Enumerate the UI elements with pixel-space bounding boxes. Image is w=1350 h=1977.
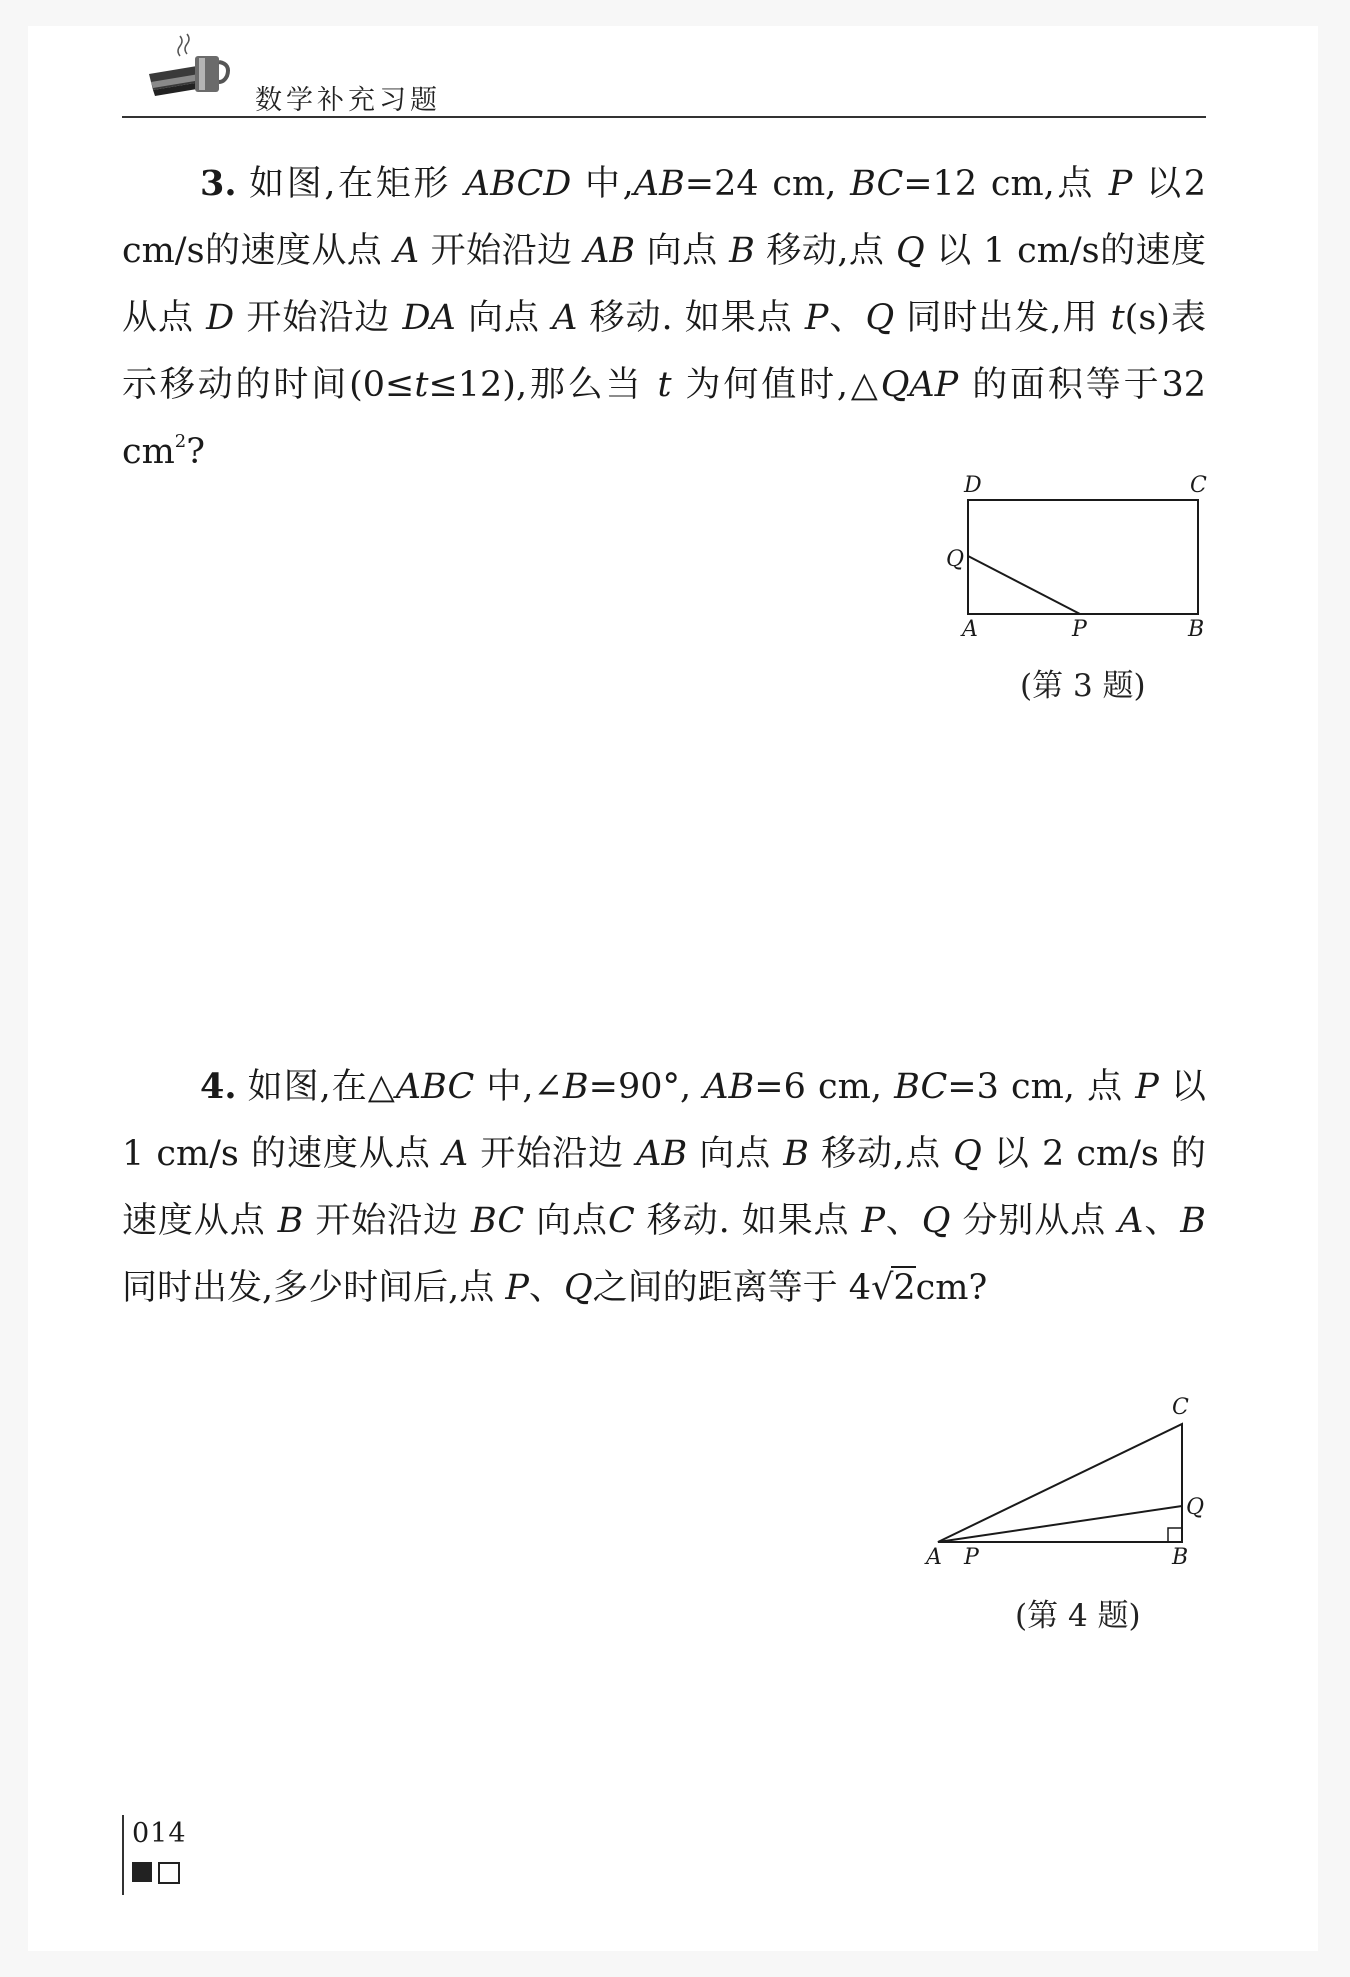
label-P: P xyxy=(1072,617,1087,642)
text-segment: BC xyxy=(850,164,904,204)
figure-3-rectangle xyxy=(930,470,1210,645)
book-cup-logo-icon xyxy=(145,30,235,102)
text-segment: 、 xyxy=(828,298,866,338)
text-segment: 移动,点 xyxy=(754,231,896,271)
text-segment: Q xyxy=(865,298,895,338)
text-segment: 开始沿边 xyxy=(419,231,585,271)
text-segment: A xyxy=(1118,1201,1144,1241)
text-segment: 开始沿边 xyxy=(234,298,403,338)
text-segment: t xyxy=(414,365,429,405)
text-segment: ? xyxy=(186,432,206,472)
text-segment: ≤12),那么当 xyxy=(428,365,658,405)
page-number: 014 xyxy=(132,1818,187,1849)
text-segment: 2 xyxy=(893,1268,916,1308)
text-segment: 中, xyxy=(571,164,634,204)
text-segment: 、 xyxy=(1143,1201,1181,1241)
text-segment: 开始沿边 xyxy=(303,1201,471,1241)
header-divider xyxy=(122,116,1206,118)
text-segment: =24 cm, xyxy=(684,164,851,204)
problem-3-number: 3. xyxy=(200,163,237,204)
text-segment: AB xyxy=(636,1134,688,1174)
text-segment: 向点 xyxy=(635,231,730,271)
text-segment: B xyxy=(783,1134,809,1174)
label-D: D xyxy=(964,473,982,498)
segment-QP xyxy=(968,556,1080,614)
text-segment: cm? xyxy=(915,1268,988,1308)
text-segment: BC xyxy=(894,1067,948,1107)
text-segment: 以2 cm/s的速度从点 xyxy=(122,164,1206,271)
text-segment: 同时出发,用 xyxy=(894,298,1111,338)
text-segment: 向点 xyxy=(524,1201,608,1241)
label-A: A xyxy=(926,1545,942,1570)
text-segment: BC xyxy=(470,1201,525,1241)
figure-3-caption: (第 3 题) xyxy=(1020,668,1146,704)
text-segment: 2 xyxy=(174,431,187,452)
text-segment: P xyxy=(861,1201,885,1241)
text-segment: =3 cm, 点 xyxy=(947,1067,1136,1107)
text-segment: Q xyxy=(921,1201,951,1241)
text-segment: 如图,在△ xyxy=(246,1067,396,1107)
text-segment: 移动. 如果点 xyxy=(577,298,805,338)
text-segment: A xyxy=(393,231,420,271)
text-segment: 以 1 cm/s 的速度从点 xyxy=(122,1067,1207,1174)
text-segment: QAP xyxy=(880,365,959,405)
text-segment: DA xyxy=(402,298,456,338)
text-segment: P xyxy=(1135,1067,1159,1107)
text-segment: 如图,在矩形 xyxy=(246,164,465,204)
text-segment: t xyxy=(657,365,672,405)
text-segment: 向点 xyxy=(687,1134,784,1174)
text-segment: AB xyxy=(703,1067,755,1107)
header-title: 数学补充习题 xyxy=(255,85,441,116)
label-B: B xyxy=(1188,617,1205,642)
text-segment: 开始沿边 xyxy=(468,1134,637,1174)
problem-4-text xyxy=(122,1053,1206,1322)
filled-square-icon xyxy=(132,1862,152,1882)
text-segment: P xyxy=(1108,164,1133,204)
figure-4-caption: (第 4 题) xyxy=(1015,1598,1141,1634)
text-segment: B xyxy=(562,1067,589,1107)
label-C: C xyxy=(1172,1395,1189,1420)
problem-4-body xyxy=(122,1067,1206,1308)
label-C: C xyxy=(1190,473,1207,498)
text-segment: 移动. 如果点 xyxy=(634,1201,862,1241)
text-segment: P xyxy=(804,298,829,338)
empty-square-icon xyxy=(158,1862,180,1884)
text-segment: 分别从点 xyxy=(950,1201,1119,1241)
text-segment: =12 cm,点 xyxy=(903,164,1109,204)
figure-4-triangle xyxy=(920,1392,1220,1572)
text-segment: 、 xyxy=(885,1201,922,1241)
text-segment: (s)表示移动的时间(0≤ xyxy=(122,298,1206,405)
problem-3-body xyxy=(122,164,1206,472)
text-segment: t xyxy=(1110,298,1125,338)
label-A: A xyxy=(962,617,978,642)
text-segment: 以 1 cm/s的速度从点 xyxy=(122,231,1206,338)
text-segment: =6 cm, xyxy=(754,1067,895,1107)
text-segment: P xyxy=(505,1268,529,1308)
text-segment: C xyxy=(607,1201,635,1241)
text-segment: 同时出发,多少时间后,点 xyxy=(122,1268,506,1308)
text-segment: 的面积等于32 cm xyxy=(122,365,1206,472)
rectangle-ABCD xyxy=(968,500,1198,614)
text-segment: Q xyxy=(563,1268,593,1308)
label-P: P xyxy=(964,1545,979,1570)
text-segment: Q xyxy=(953,1134,982,1174)
text-segment: Q xyxy=(895,231,925,271)
label-Q: Q xyxy=(946,547,965,572)
text-segment: A xyxy=(552,298,578,338)
text-segment: √ xyxy=(871,1268,894,1308)
text-segment: 之间的距离等于 4 xyxy=(592,1268,872,1308)
right-angle-mark xyxy=(1168,1528,1182,1542)
text-segment: AB xyxy=(633,164,685,204)
text-segment: 中,∠ xyxy=(474,1067,563,1107)
text-segment: AB xyxy=(584,231,636,271)
text-segment: ABCD xyxy=(464,164,572,204)
text-segment: 以 2 cm/s 的速度从点 xyxy=(122,1134,1206,1241)
text-segment: ABC xyxy=(395,1067,475,1107)
text-segment: 为何值时,△ xyxy=(671,365,881,405)
text-segment: D xyxy=(206,298,235,338)
text-segment: B xyxy=(1180,1201,1206,1241)
label-B: B xyxy=(1172,1545,1189,1570)
page-number-bar xyxy=(122,1815,124,1895)
text-segment: A xyxy=(442,1134,469,1174)
text-segment: B xyxy=(729,231,755,271)
text-segment: 、 xyxy=(528,1268,564,1308)
text-segment: B xyxy=(277,1201,304,1241)
label-Q: Q xyxy=(1186,1495,1205,1520)
problem-3-text xyxy=(122,150,1206,486)
text-segment: 移动,点 xyxy=(809,1134,954,1174)
text-segment: =90°, xyxy=(588,1067,704,1107)
text-segment: 向点 xyxy=(455,298,553,338)
problem-4-number: 4. xyxy=(200,1066,237,1107)
